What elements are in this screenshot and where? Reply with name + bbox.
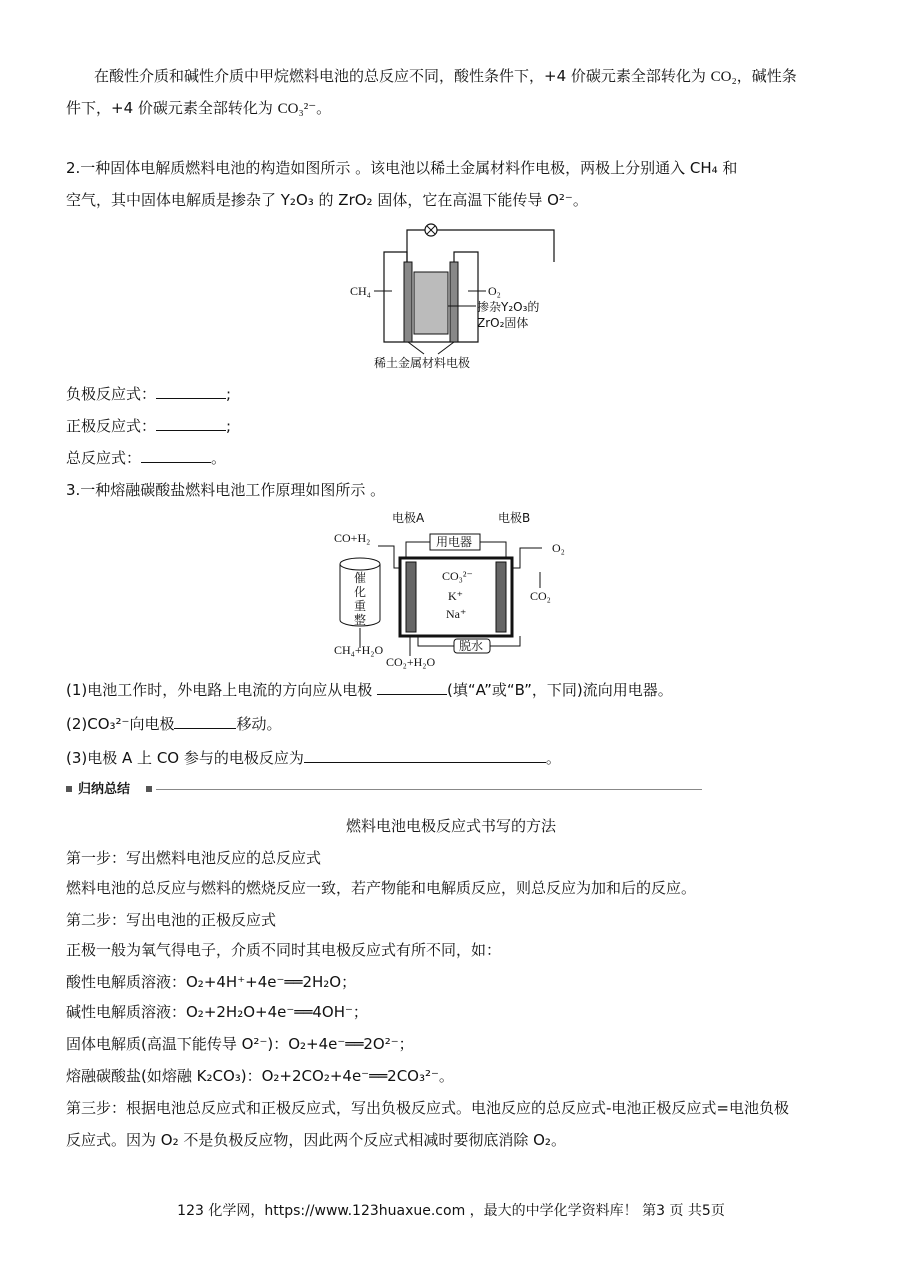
page-footer: 123 化学网，https://www.123huaxue.com ，最大的中学化学资料库！ 第3 页 共5页 [177,1203,725,1219]
wire [480,542,506,558]
label-electrode: 稀土金属材料电极 [374,356,471,370]
summary-label: 归纳总结 [78,782,131,797]
p3-text: 。 [545,749,561,767]
step2-desc: 正极一般为氧气得电子，介质不同时其电极反应式有所不同，如： [66,941,502,959]
answer-blank[interactable] [174,714,236,729]
leader-line [408,342,424,354]
summary-heading: 燃料电池电极反应式书写的方法 [345,817,556,835]
molten-carbonate-cell-diagram [330,508,580,672]
label-dewater: 脱水 [459,639,484,653]
right-electrode [450,262,458,342]
solid-electrolyte-cell-diagram [340,222,570,372]
label-reform: 重 [354,599,367,613]
eq-base: 碱性电解质溶液：O₂+2H₂O+4e⁻══4OH⁻； [66,1003,368,1021]
label-ch4-h2o: CH₄+H₂O [334,643,384,657]
step2: 第二步：写出电池的正极反应式 [66,911,277,929]
reformer-top [340,558,380,570]
label-ion-na: Na⁺ [446,607,467,621]
eq-molten: 熔融碳酸盐(如熔融 K₂CO₃)：O₂+2CO₂+4e⁻══2CO₃²⁻。 [66,1067,454,1085]
step1: 第一步：写出燃料电池反应的总反应式 [66,849,322,867]
punct: 。 [211,449,227,467]
label-co-h2: CO+H₂ [334,531,371,545]
pos-label: 正极反应式： [66,417,157,435]
electrode-b [496,562,506,632]
step3-line-1: 第三步：根据电池总反应式和正极反应式，写出负极反应式。电池反应的总反应式-电池正极反应式=电池负极 [66,1099,789,1117]
label-dopant-1: 掺杂Y₂O₃的 [477,300,540,314]
q2-neg-line [66,384,231,404]
label-electrode-b: 电极B [498,511,531,525]
q3-p3 [66,748,561,768]
q3-p2 [66,714,282,734]
p1-text: (填“A”或“B”，下同)流向用电器。 [447,681,673,699]
chem-co3: CO₃²⁻ [277,101,317,117]
answer-blank[interactable] [156,416,226,431]
electrolyte-block [414,272,448,334]
left-electrode [404,262,412,342]
intro-text: 。 [316,99,332,117]
p3-text: (3)电极 A 上 CO 参与的电极反应为 [66,749,304,767]
q2-line-1: 2.一种固体电解质燃料电池的构造如图所示 。该电池以稀土金属材料作电极，两极上分别通入 CH₄ 和 [66,159,738,177]
summary-divider [66,780,702,800]
intro-line-1 [94,66,797,87]
answer-blank[interactable] [156,384,226,399]
label-ion-k: K⁺ [448,589,463,603]
eq-acid: 酸性电解质溶液：O₂+4H⁺+4e⁻══2H₂O； [66,973,357,991]
intro-text: ，碱性条 [736,67,797,85]
q3-title: 3.一种熔融碳酸盐燃料电池工作原理如图所示 。 [66,481,386,499]
intro-text: 在酸性介质和碱性介质中甲烷燃料电池的总反应不同，酸性条件下，+4 价碳元素全部转化为 [94,67,711,85]
label-ion-co3: CO₃²⁻ [442,569,473,583]
intro-text: 件下，+4 价碳元素全部转化为 [66,99,278,117]
bullet-icon [66,786,72,792]
divider-line [156,789,702,790]
q2-line-2: 空气，其中固体电解质是掺杂了 Y₂O₃ 的 ZrO₂ 固体，它在高温下能传导 O²⁻。 [66,191,588,209]
q3-p1 [66,680,673,700]
q2-pos-line [66,416,231,436]
step1-desc: 燃料电池的总反应与燃料的燃烧反应一致，若产物能和电解质反应，则总反应为加和后的反应。 [66,879,697,897]
label-electrode-a: 电极A [392,511,425,525]
eq-solid: 固体电解质(高温下能传导 O²⁻)：O₂+4e⁻══2O²⁻； [66,1035,414,1053]
pipe-in-b [512,548,542,568]
total-label: 总反应式： [66,449,142,467]
label-appliance: 用电器 [436,535,473,549]
answer-blank[interactable] [304,748,546,763]
label-reform: 催 [354,571,367,585]
leader-line [438,342,454,354]
label-dopant-2: ZrO₂固体 [477,316,529,330]
neg-label: 负极反应式： [66,385,157,403]
intro-line-2 [66,98,331,119]
label-o2: O₂ [552,541,565,555]
electrode-a [406,562,416,632]
pipe-in-a [378,546,400,568]
label-co2-h2o: CO₂+H₂O [386,655,436,669]
p2-text: (2)CO₃²⁻向电极 [66,715,175,733]
label-co2: CO₂ [530,589,551,603]
punct: ; [226,385,232,403]
p1-text: (1)电池工作时，外电路上电流的方向应从电极 [66,681,378,699]
p2-text: 移动。 [236,715,282,733]
label-reform: 化 [354,585,367,599]
answer-blank[interactable] [377,680,447,695]
label-reform: 整 [354,613,367,627]
q2-total-line [66,448,226,468]
punct: ; [226,417,232,435]
label-o2: O₂ [488,284,501,298]
step3-line-2: 反应式。因为 O₂ 不是负极反应物，因此两个反应式相减时要彻底消除 O₂。 [66,1131,566,1149]
chem-co2: CO₂ [710,69,737,85]
bullet-icon [146,786,152,792]
label-ch4: CH₄ [350,284,371,298]
wire [406,542,430,558]
answer-blank[interactable] [141,448,211,463]
